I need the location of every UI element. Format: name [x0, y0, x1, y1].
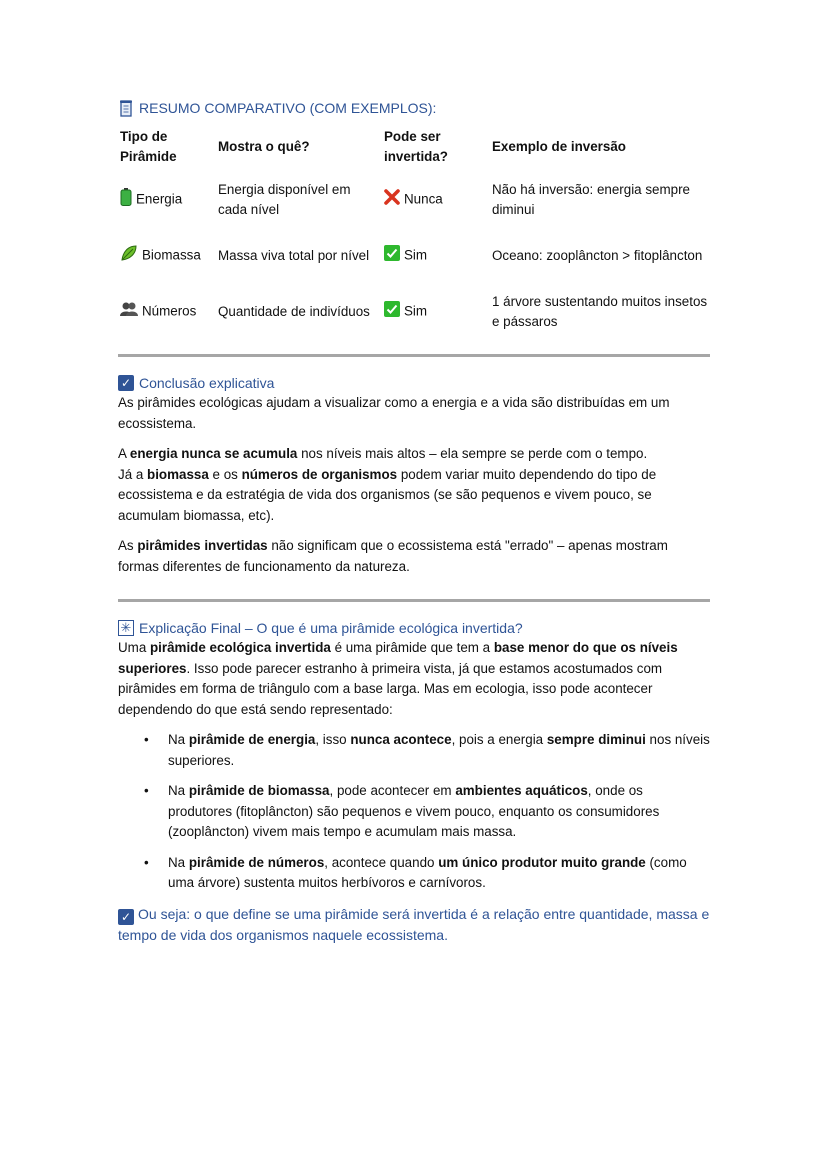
final-note: ✓ Ou seja: o que define se uma pirâmide será invertida é a relação entre quantidade, massa e tempo de vida dos organismos naquele ecossistema.	[118, 905, 710, 943]
example-cell: Oceano: zooplâncton > fitoplâncton	[492, 248, 703, 263]
scroll-icon	[118, 100, 134, 116]
invertible-cell	[382, 228, 490, 284]
conclusion-paragraph-3: As pirâmides invertidas não significam que o ecossistema está "errado" – apenas mostram formas diferentes de funcionamento da natureza.	[118, 538, 668, 574]
final-title: Explicação Final – O que é uma pirâmide ecológica invertida?	[139, 620, 523, 636]
conclusion-title: Conclusão explicativa	[139, 375, 275, 391]
header-shows: Mostra o quê?	[218, 139, 310, 154]
asterisk-box-icon: ✳	[118, 620, 134, 636]
invertible-label: Nunca	[404, 191, 443, 207]
shows-cell: Energia disponível em cada nível	[218, 182, 351, 217]
conclusion-paragraph-2: A energia nunca se acumula nos níveis mais altos – ela sempre se perde com o tempo. Já a biomassa e os números de organismos podem variar muito dependendo do tipo de ecossistema e da estratégia de vida dos organismos (se são pequenos e vivem pouco, se acumulam biomassa, etc).	[118, 446, 657, 523]
final-heading	[118, 618, 710, 638]
type-label: Biomassa	[142, 247, 201, 263]
table-header-row	[118, 122, 710, 172]
checkbox-icon: ✓	[118, 375, 134, 391]
check-mark-green-icon	[384, 301, 400, 323]
summary-title: RESUMO COMPARATIVO (COM EXEMPLOS):	[139, 100, 437, 116]
final-bullet-list	[118, 730, 710, 894]
summary-heading	[118, 98, 710, 118]
invertible-label: Sim	[404, 303, 428, 319]
header-type: Tipo de Pirâmide	[120, 129, 177, 164]
invertible-cell	[382, 172, 490, 228]
invertible-label: Sim	[404, 247, 428, 263]
list-item: • Na pirâmide de números, acontece quando um único produtor muito grande (como uma árvore) sustenta muitos herbívoros e carnívoros.	[168, 853, 710, 894]
battery-icon	[120, 188, 132, 212]
conclusion-heading	[118, 373, 710, 393]
type-cell	[118, 284, 216, 340]
herb-leaf-icon	[120, 244, 138, 268]
cross-mark-icon	[384, 189, 400, 211]
type-cell	[118, 228, 216, 284]
type-label: Energia	[136, 191, 183, 207]
comparison-table	[118, 122, 710, 340]
list-item: • Na pirâmide de biomassa, pode acontecer em ambientes aquáticos, onde os produtores (fitoplâncton) são pequenos e vivem pouco, enquanto os consumidores (zooplâncton) vivem mais tempo e acumulam mais massa.	[168, 781, 710, 843]
table-row	[118, 172, 710, 228]
table-row	[118, 228, 710, 284]
check-mark-green-icon	[384, 245, 400, 267]
list-item: • Na pirâmide de energia, isso nunca acontece, pois a energia sempre diminui nos níveis superiores.	[168, 730, 710, 771]
divider	[118, 599, 710, 602]
shows-cell: Massa viva total por nível	[218, 248, 370, 263]
final-intro: Uma pirâmide ecológica invertida é uma pirâmide que tem a base menor do que os níveis superiores. Isso pode parecer estranho à primeira vista, já que estamos acostumados com pirâmides em forma de triângulo com a base larga. Mas em ecologia, isso pode acontecer dependendo do que está sendo representado:	[118, 640, 678, 717]
header-example: Exemplo de inversão	[492, 139, 626, 154]
document-page	[118, 98, 710, 946]
type-label: Números	[142, 303, 197, 319]
conclusion-paragraph-1: As pirâmides ecológicas ajudam a visualizar como a energia e a vida são distribuídas em um ecossistema.	[118, 395, 670, 431]
type-cell	[118, 172, 216, 228]
header-invertible: Pode ser invertida?	[384, 129, 448, 164]
invertible-cell	[382, 284, 490, 340]
people-icon	[120, 301, 138, 323]
table-row	[118, 284, 710, 340]
checkbox-icon: ✓	[118, 909, 134, 925]
divider	[118, 354, 710, 357]
example-cell: Não há inversão: energia sempre diminui	[492, 182, 690, 217]
shows-cell: Quantidade de indivíduos	[218, 304, 370, 319]
example-cell: 1 árvore sustentando muitos insetos e pássaros	[492, 294, 708, 329]
